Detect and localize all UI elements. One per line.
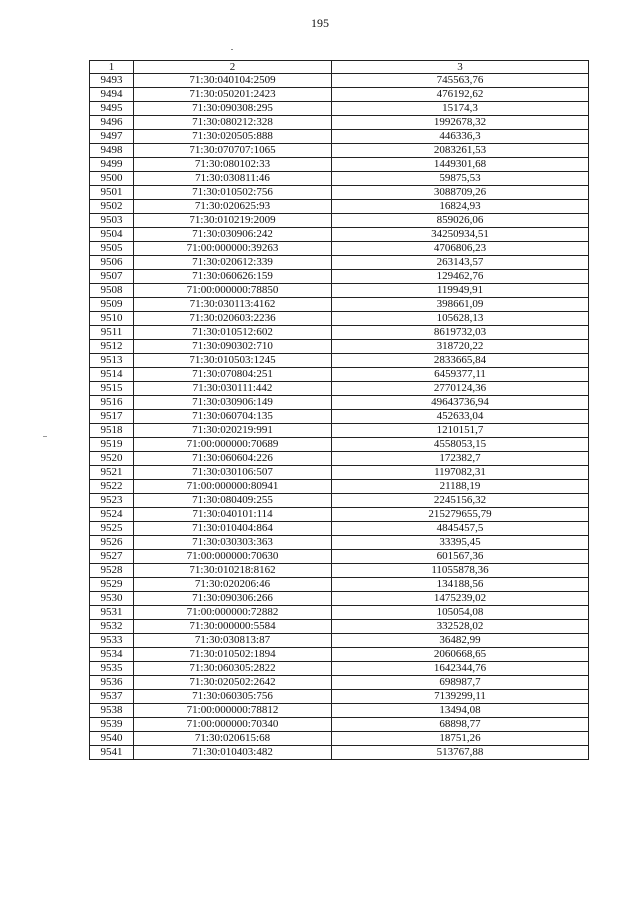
column-header-1: 1 (90, 61, 134, 74)
table-row (90, 256, 589, 270)
value-cell: 11055878,36 (332, 564, 589, 578)
table-row (90, 326, 589, 340)
cadastral-number-cell: 71:30:070804:251 (134, 368, 332, 382)
row-number-cell: 9508 (90, 284, 134, 298)
cadastral-number-cell: 71:30:030811:46 (134, 172, 332, 186)
row-number-cell: 9518 (90, 424, 134, 438)
value-cell: 8619732,03 (332, 326, 589, 340)
row-number-cell: 9515 (90, 382, 134, 396)
cadastral-number-cell: 71:30:060626:159 (134, 270, 332, 284)
table-row (90, 564, 589, 578)
cadastral-number-cell: 71:30:010502:756 (134, 186, 332, 200)
table-row (90, 718, 589, 732)
value-cell: 119949,91 (332, 284, 589, 298)
row-number-cell: 9498 (90, 144, 134, 158)
value-cell: 452633,04 (332, 410, 589, 424)
table-row (90, 676, 589, 690)
row-number-cell: 9520 (90, 452, 134, 466)
cadastral-number-cell: 71:30:060305:2822 (134, 662, 332, 676)
value-cell: 15174,3 (332, 102, 589, 116)
row-number-cell: 9541 (90, 746, 134, 760)
value-cell: 398661,09 (332, 298, 589, 312)
cadastral-number-cell: 71:00:000000:70689 (134, 438, 332, 452)
table-row (90, 522, 589, 536)
table-row (90, 606, 589, 620)
row-number-cell: 9511 (90, 326, 134, 340)
cadastral-number-cell: 71:30:010218:8162 (134, 564, 332, 578)
cadastral-number-cell: 71:30:030106:507 (134, 466, 332, 480)
table-row (90, 228, 589, 242)
cadastral-number-cell: 71:30:000000:5584 (134, 620, 332, 634)
cadastral-number-cell: 71:30:020502:2642 (134, 676, 332, 690)
row-number-cell: 9539 (90, 718, 134, 732)
cadastral-number-cell: 71:30:040101:114 (134, 508, 332, 522)
cadastral-number-cell: 71:30:010219:2009 (134, 214, 332, 228)
value-cell: 1992678,32 (332, 116, 589, 130)
registry-table (89, 60, 589, 760)
cadastral-number-cell: 71:00:000000:39263 (134, 242, 332, 256)
table-row (90, 242, 589, 256)
value-cell: 2833665,84 (332, 354, 589, 368)
value-cell: 476192,62 (332, 88, 589, 102)
cadastral-number-cell: 71:00:000000:78850 (134, 284, 332, 298)
row-number-cell: 9519 (90, 438, 134, 452)
row-number-cell: 9533 (90, 634, 134, 648)
value-cell: 21188,19 (332, 480, 589, 494)
table-row (90, 550, 589, 564)
row-number-cell: 9535 (90, 662, 134, 676)
row-number-cell: 9537 (90, 690, 134, 704)
row-number-cell: 9510 (90, 312, 134, 326)
value-cell: 1642344,76 (332, 662, 589, 676)
value-cell: 134188,56 (332, 578, 589, 592)
table-row (90, 340, 589, 354)
cadastral-number-cell: 71:30:080212:328 (134, 116, 332, 130)
column-header-2: 2 (134, 61, 332, 74)
value-cell: 1475239,02 (332, 592, 589, 606)
table-row (90, 732, 589, 746)
column-header-3: 3 (332, 61, 589, 74)
page-number: 195 (311, 16, 329, 30)
cadastral-number-cell: 71:00:000000:70630 (134, 550, 332, 564)
table-row (90, 634, 589, 648)
row-number-cell: 9509 (90, 298, 134, 312)
value-cell: 263143,57 (332, 256, 589, 270)
cadastral-number-cell: 71:30:010502:1894 (134, 648, 332, 662)
table-header-row (90, 61, 589, 74)
value-cell: 4706806,23 (332, 242, 589, 256)
row-number-cell: 9502 (90, 200, 134, 214)
row-number-cell: 9525 (90, 522, 134, 536)
row-number-cell: 9524 (90, 508, 134, 522)
row-number-cell: 9516 (90, 396, 134, 410)
row-number-cell: 9517 (90, 410, 134, 424)
table-row (90, 186, 589, 200)
value-cell: 3088709,26 (332, 186, 589, 200)
cadastral-number-cell: 71:30:060604:226 (134, 452, 332, 466)
cadastral-number-cell: 71:30:020219:991 (134, 424, 332, 438)
row-number-cell: 9505 (90, 242, 134, 256)
row-number-cell: 9522 (90, 480, 134, 494)
row-number-cell: 9496 (90, 116, 134, 130)
row-number-cell: 9512 (90, 340, 134, 354)
value-cell: 4845457,5 (332, 522, 589, 536)
value-cell: 13494,08 (332, 704, 589, 718)
value-cell: 34250934,51 (332, 228, 589, 242)
row-number-cell: 9494 (90, 88, 134, 102)
cadastral-number-cell: 71:30:040104:2509 (134, 74, 332, 88)
cadastral-number-cell: 71:30:060305:756 (134, 690, 332, 704)
value-cell: 601567,36 (332, 550, 589, 564)
row-number-cell: 9534 (90, 648, 134, 662)
row-number-cell: 9503 (90, 214, 134, 228)
cadastral-number-cell: 71:30:010503:1245 (134, 354, 332, 368)
cadastral-number-cell: 71:30:030906:242 (134, 228, 332, 242)
row-number-cell: 9507 (90, 270, 134, 284)
table-row (90, 270, 589, 284)
value-cell: 745563,76 (332, 74, 589, 88)
cadastral-number-cell: 71:30:090306:266 (134, 592, 332, 606)
cadastral-number-cell: 71:30:010403:482 (134, 746, 332, 760)
scan-dot-mark (231, 49, 233, 50)
value-cell: 6459377,11 (332, 368, 589, 382)
value-cell: 59875,53 (332, 172, 589, 186)
row-number-cell: 9532 (90, 620, 134, 634)
value-cell: 18751,26 (332, 732, 589, 746)
row-number-cell: 9499 (90, 158, 134, 172)
cadastral-number-cell: 71:30:080102:33 (134, 158, 332, 172)
value-cell: 129462,76 (332, 270, 589, 284)
value-cell: 2083261,53 (332, 144, 589, 158)
row-number-cell: 9528 (90, 564, 134, 578)
cadastral-number-cell: 71:30:020603:2236 (134, 312, 332, 326)
value-cell: 105628,13 (332, 312, 589, 326)
value-cell: 1210151,7 (332, 424, 589, 438)
table-row (90, 620, 589, 634)
value-cell: 2060668,65 (332, 648, 589, 662)
value-cell: 172382,7 (332, 452, 589, 466)
row-number-cell: 9538 (90, 704, 134, 718)
table-row (90, 200, 589, 214)
row-number-cell: 9536 (90, 676, 134, 690)
table-row (90, 536, 589, 550)
table-row (90, 648, 589, 662)
cadastral-number-cell: 71:30:070707:1065 (134, 144, 332, 158)
cadastral-number-cell: 71:30:030303:363 (134, 536, 332, 550)
cadastral-number-cell: 71:30:030111:442 (134, 382, 332, 396)
table-row (90, 102, 589, 116)
table-row (90, 382, 589, 396)
value-cell: 215279655,79 (332, 508, 589, 522)
row-number-cell: 9527 (90, 550, 134, 564)
table-row (90, 116, 589, 130)
value-cell: 7139299,11 (332, 690, 589, 704)
value-cell: 318720,22 (332, 340, 589, 354)
table-row (90, 214, 589, 228)
row-number-cell: 9531 (90, 606, 134, 620)
table-row (90, 438, 589, 452)
value-cell: 332528,02 (332, 620, 589, 634)
scan-side-mark (43, 436, 47, 437)
row-number-cell: 9521 (90, 466, 134, 480)
table-row (90, 690, 589, 704)
value-cell: 859026,06 (332, 214, 589, 228)
value-cell: 4558053,15 (332, 438, 589, 452)
table-row (90, 354, 589, 368)
cadastral-number-cell: 71:00:000000:72882 (134, 606, 332, 620)
table-row (90, 312, 589, 326)
table-row (90, 88, 589, 102)
table-row (90, 368, 589, 382)
table-row (90, 592, 589, 606)
row-number-cell: 9513 (90, 354, 134, 368)
cadastral-number-cell: 71:00:000000:70340 (134, 718, 332, 732)
row-number-cell: 9497 (90, 130, 134, 144)
table-row (90, 662, 589, 676)
table-row (90, 494, 589, 508)
value-cell: 36482,99 (332, 634, 589, 648)
table-row (90, 144, 589, 158)
value-cell: 1449301,68 (332, 158, 589, 172)
cadastral-number-cell: 71:30:010404:864 (134, 522, 332, 536)
value-cell: 2245156,32 (332, 494, 589, 508)
row-number-cell: 9506 (90, 256, 134, 270)
cadastral-number-cell: 71:30:090308:295 (134, 102, 332, 116)
row-number-cell: 9523 (90, 494, 134, 508)
table-row (90, 130, 589, 144)
value-cell: 105054,08 (332, 606, 589, 620)
value-cell: 698987,7 (332, 676, 589, 690)
cadastral-number-cell: 71:30:020625:93 (134, 200, 332, 214)
value-cell: 68898,77 (332, 718, 589, 732)
cadastral-number-cell: 71:30:050201:2423 (134, 88, 332, 102)
table-row (90, 284, 589, 298)
row-number-cell: 9500 (90, 172, 134, 186)
table-row (90, 466, 589, 480)
value-cell: 16824,93 (332, 200, 589, 214)
table-row (90, 158, 589, 172)
row-number-cell: 9529 (90, 578, 134, 592)
table-row (90, 452, 589, 466)
row-number-cell: 9495 (90, 102, 134, 116)
cadastral-number-cell: 71:00:000000:80941 (134, 480, 332, 494)
table-row (90, 424, 589, 438)
cadastral-number-cell: 71:30:020615:68 (134, 732, 332, 746)
row-number-cell: 9514 (90, 368, 134, 382)
row-number-cell: 9540 (90, 732, 134, 746)
cadastral-number-cell: 71:30:080409:255 (134, 494, 332, 508)
cadastral-number-cell: 71:30:060704:135 (134, 410, 332, 424)
value-cell: 446336,3 (332, 130, 589, 144)
table-row (90, 74, 589, 88)
row-number-cell: 9530 (90, 592, 134, 606)
value-cell: 513767,88 (332, 746, 589, 760)
cadastral-number-cell: 71:30:030813:87 (134, 634, 332, 648)
cadastral-number-cell: 71:30:010512:602 (134, 326, 332, 340)
table-row (90, 704, 589, 718)
table-row (90, 396, 589, 410)
cadastral-number-cell: 71:30:030906:149 (134, 396, 332, 410)
cadastral-number-cell: 71:30:030113:4162 (134, 298, 332, 312)
row-number-cell: 9493 (90, 74, 134, 88)
value-cell: 1197082,31 (332, 466, 589, 480)
value-cell: 33395,45 (332, 536, 589, 550)
table-row (90, 172, 589, 186)
row-number-cell: 9501 (90, 186, 134, 200)
cadastral-number-cell: 71:30:020612:339 (134, 256, 332, 270)
cadastral-number-cell: 71:30:020505:888 (134, 130, 332, 144)
value-cell: 2770124,36 (332, 382, 589, 396)
table-body (90, 74, 589, 760)
cadastral-number-cell: 71:00:000000:78812 (134, 704, 332, 718)
cadastral-number-cell: 71:30:020206:46 (134, 578, 332, 592)
table-row (90, 508, 589, 522)
value-cell: 49643736,94 (332, 396, 589, 410)
table-row (90, 410, 589, 424)
row-number-cell: 9504 (90, 228, 134, 242)
cadastral-number-cell: 71:30:090302:710 (134, 340, 332, 354)
table-row (90, 746, 589, 760)
table-row (90, 298, 589, 312)
table-row (90, 480, 589, 494)
row-number-cell: 9526 (90, 536, 134, 550)
table-row (90, 578, 589, 592)
